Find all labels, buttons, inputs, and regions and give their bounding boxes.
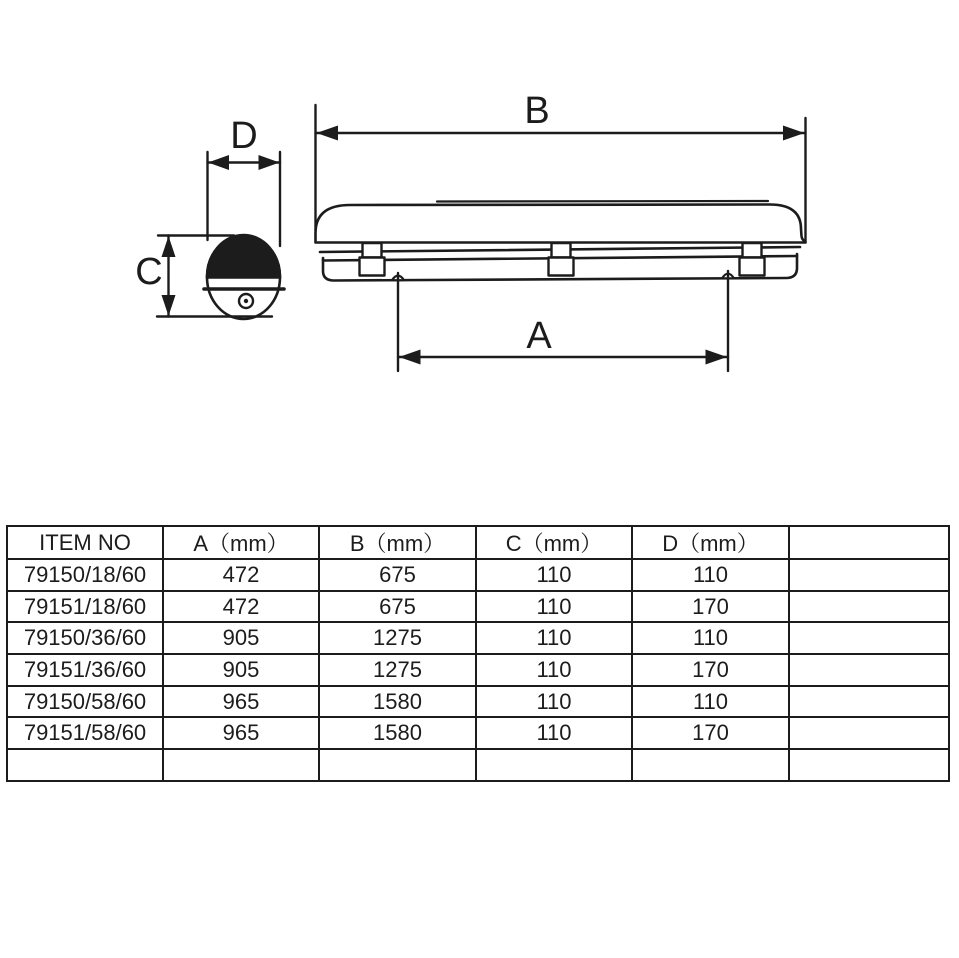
cell-a: 965 — [163, 686, 319, 718]
cell-d: 170 — [632, 717, 789, 749]
cell-item-no: 79151/58/60 — [7, 717, 163, 749]
cell-d: 170 — [632, 591, 789, 623]
dim-b-arrow-left — [317, 126, 339, 141]
side-view-drawing — [316, 90, 806, 371]
cell-c: 110 — [476, 686, 632, 718]
end-view-drawing — [135, 115, 284, 319]
clip-middle-bottom — [549, 258, 574, 276]
column-header-empty — [789, 526, 949, 559]
clip-left-bottom — [360, 258, 385, 276]
cell-item-no — [7, 749, 163, 781]
end-cap-screw-center — [244, 299, 248, 303]
cell-item-no: 79150/18/60 — [7, 559, 163, 591]
table-row — [7, 591, 949, 623]
cell-empty — [789, 559, 949, 591]
cell-a: 965 — [163, 717, 319, 749]
column-header-b: B（mm） — [319, 526, 476, 559]
cell-a: 472 — [163, 559, 319, 591]
clip-right-top — [743, 243, 762, 258]
table-row — [7, 622, 949, 654]
table-body — [7, 559, 949, 781]
column-header-c: C（mm） — [476, 526, 632, 559]
clip-left-top — [363, 243, 382, 258]
cell-empty — [789, 654, 949, 686]
column-header-d: D（mm） — [632, 526, 789, 559]
dim-c-arrow-bottom — [162, 295, 176, 316]
cell-d: 170 — [632, 654, 789, 686]
end-cap-dome — [207, 236, 280, 278]
cell-a — [163, 749, 319, 781]
dim-a — [398, 271, 728, 371]
fixture-cover — [316, 205, 806, 243]
dimensions-table — [6, 525, 950, 782]
table-row — [7, 749, 949, 781]
dim-label-a: A — [526, 315, 552, 357]
cell-a: 905 — [163, 654, 319, 686]
cell-d: 110 — [632, 559, 789, 591]
clip-right-bottom — [740, 258, 765, 276]
cell-empty — [789, 622, 949, 654]
column-header-item-no: ITEM NO — [7, 526, 163, 559]
table-row — [7, 559, 949, 591]
cell-c: 110 — [476, 654, 632, 686]
cell-b: 1580 — [319, 717, 476, 749]
cell-b: 1580 — [319, 686, 476, 718]
table-header-row — [7, 526, 949, 559]
table-row — [7, 717, 949, 749]
table-row — [7, 686, 949, 718]
cell-b: 1275 — [319, 622, 476, 654]
cell-item-no: 79151/36/60 — [7, 654, 163, 686]
cell-b: 1275 — [319, 654, 476, 686]
dim-c-arrow-top — [162, 236, 176, 257]
cell-empty — [789, 749, 949, 781]
cell-c: 110 — [476, 591, 632, 623]
cell-c — [476, 749, 632, 781]
table-row — [7, 654, 949, 686]
dim-d — [208, 115, 281, 246]
dim-label-d: D — [230, 115, 258, 157]
cell-b: 675 — [319, 591, 476, 623]
cell-item-no: 79151/18/60 — [7, 591, 163, 623]
cell-d: 110 — [632, 686, 789, 718]
dim-label-b: B — [524, 90, 550, 132]
cell-c: 110 — [476, 717, 632, 749]
cell-empty — [789, 686, 949, 718]
dim-a-arrow-right — [706, 350, 728, 365]
fixture-cover-highlight-line — [437, 201, 768, 202]
cell-d: 110 — [632, 622, 789, 654]
cell-empty — [789, 591, 949, 623]
cell-item-no: 79150/36/60 — [7, 622, 163, 654]
cell-c: 110 — [476, 622, 632, 654]
dim-d-arrow-right — [259, 155, 280, 170]
cell-empty — [789, 717, 949, 749]
column-header-a: A（mm） — [163, 526, 319, 559]
cell-b — [319, 749, 476, 781]
dim-label-c: C — [135, 251, 163, 293]
cell-item-no: 79150/58/60 — [7, 686, 163, 718]
cell-a: 905 — [163, 622, 319, 654]
cell-a: 472 — [163, 591, 319, 623]
dim-b-arrow-right — [783, 126, 805, 141]
dim-a-arrow-left — [399, 350, 421, 365]
dim-d-arrow-left — [208, 155, 229, 170]
cell-b: 675 — [319, 559, 476, 591]
cell-d — [632, 749, 789, 781]
clip-middle-top — [552, 243, 571, 258]
cell-c: 110 — [476, 559, 632, 591]
